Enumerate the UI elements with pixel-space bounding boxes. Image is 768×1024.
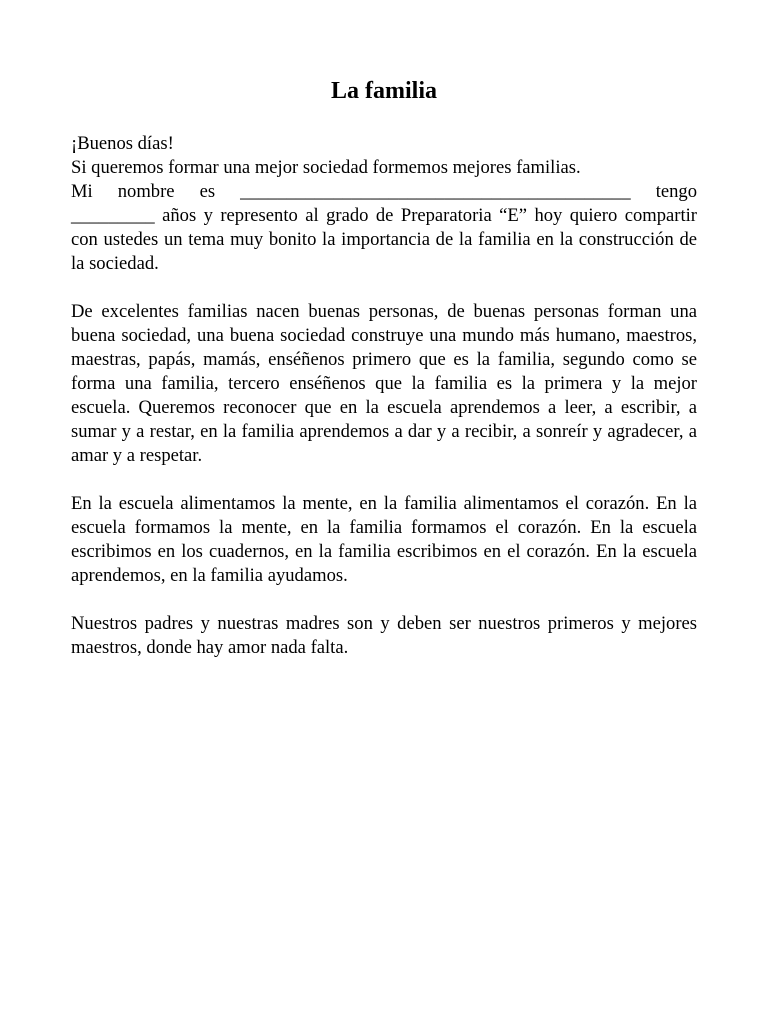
age-blank: _________: [71, 205, 155, 226]
intro-paragraph: [71, 132, 697, 276]
name-line-start: Mi nombre es: [71, 181, 216, 202]
paragraph-families: De excelentes familias nacen buenas personas, de buenas personas forman una buena sociedad, una buena sociedad construye una mundo más humano, maestros, maestras, papás, mamás, enséñenos primero que es la familia, segundo como se forma una familia, tercero enséñenos que la familia es la primera y la mejor escuela. Queremos reconocer que en la escuela aprendemos a leer, a escribir, a sumar y a restar, en la familia aprendemos a dar y a recibir, a sonreír y agradecer, a amar y a respetar.: [71, 301, 697, 466]
motto: Si queremos formar una mejor sociedad formemos mejores familias.: [71, 157, 581, 178]
paragraph-school-family: En la escuela alimentamos la mente, en la familia alimentamos el corazón. En la escuela formamos la mente, en la familia formamos el corazón. En la escuela escribimos en los cuadernos, en la familia escribimos en el corazón. En la escuela aprendemos, en la familia ayudamos.: [71, 493, 697, 586]
document-title: La familia: [331, 78, 437, 104]
name-blank: __________________________________________: [240, 181, 631, 202]
name-line: [71, 180, 697, 204]
greeting: ¡Buenos días!: [71, 133, 174, 154]
intro-rest: años y represento al grado de Preparatoria “E” hoy quiero compartir con ustedes un tema muy bonito la importancia de la familia en la construcción de la sociedad.: [71, 205, 697, 274]
document-page: [71, 74, 697, 684]
name-line-end: tengo: [655, 181, 697, 202]
paragraph-parents: Nuestros padres y nuestras madres son y deben ser nuestros primeros y mejores maestros, donde hay amor nada falta.: [71, 613, 697, 658]
